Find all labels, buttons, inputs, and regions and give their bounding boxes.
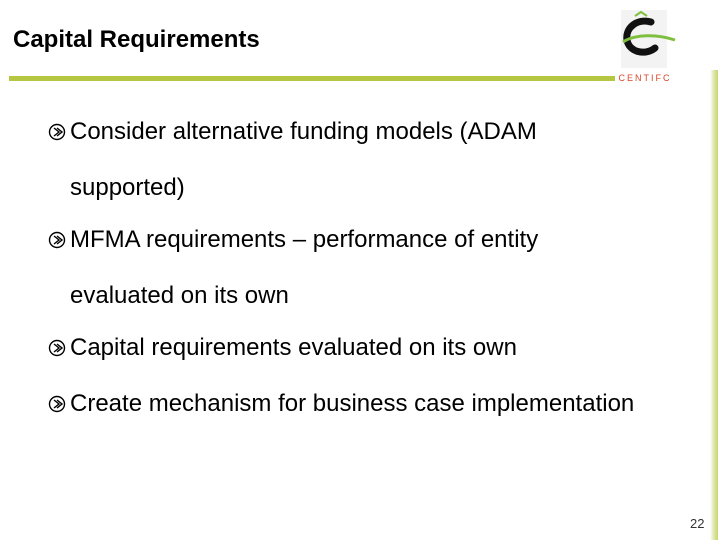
circle-arrow-bullet-icon xyxy=(48,338,66,358)
page-number: 22 xyxy=(690,516,705,531)
circle-arrow-bullet-icon xyxy=(48,122,66,142)
slide-title: Capital Requirements xyxy=(13,26,260,53)
bullet-text: Consider alternative funding models (ADAM supported) xyxy=(70,118,537,201)
bullet-item xyxy=(48,320,638,376)
logo-text: CENTIFC xyxy=(618,73,672,83)
circle-arrow-bullet-icon xyxy=(48,230,66,250)
bullet-text: Create mechanism for business case implementation xyxy=(70,390,635,417)
bullet-text: MFMA requirements – performance of entity evaluated on its own xyxy=(70,226,539,309)
bullet-item xyxy=(48,376,638,432)
circle-arrow-bullet-icon xyxy=(48,394,66,414)
bullet-item xyxy=(48,104,638,216)
bullet-text: Capital requirements evaluated on its own xyxy=(70,334,517,361)
bullet-item xyxy=(48,212,638,324)
